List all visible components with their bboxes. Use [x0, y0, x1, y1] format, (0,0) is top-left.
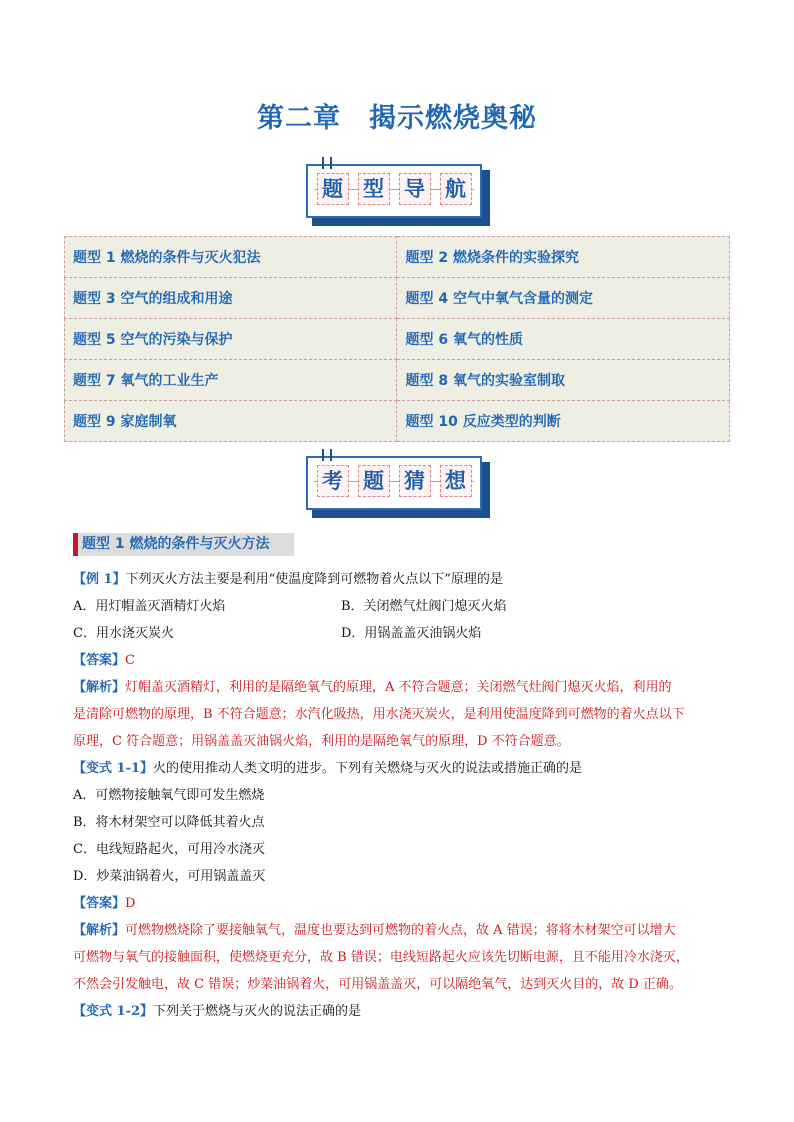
banner-nav: [306, 155, 486, 220]
nav-link-type-8[interactable]: 题型 8 氧气的实验室制取: [397, 360, 730, 401]
table-row: [65, 360, 730, 401]
example-question: [73, 566, 733, 593]
analysis-line: 是清除可燃物的原理，B 不符合题意；水汽化吸热，用水浇灭炭火，是利用使温度降到可燃物的着火点以下: [73, 707, 685, 722]
analysis-line: 可燃物与氧气的接触面积，使燃烧更充分，故 B 错误；电线短路起火应该先切断电源，且不能用冷水浇灭，: [73, 950, 689, 965]
banner-char: 导: [399, 173, 431, 205]
question-type-nav-table: [64, 236, 730, 442]
question-text: 下列关于燃烧与灭火的说法正确的是: [153, 1004, 362, 1019]
banner-char: 想: [440, 465, 472, 497]
analysis-line: [73, 674, 733, 701]
example-tag: 【例 1】: [73, 572, 126, 587]
banner-char: 考: [317, 465, 349, 497]
nav-link-type-10[interactable]: 题型 10 反应类型的判断: [397, 401, 730, 442]
variant-tag: 【变式 1-1】: [73, 761, 154, 776]
analysis-text: 可燃物燃烧除了要接触氧气，温度也要达到可燃物的着火点，故 A 错误；将将木材架空可以增大: [125, 923, 676, 938]
page-title: 第二章 揭示燃烧奥秘: [257, 103, 537, 134]
answer-tag: 【答案】: [73, 653, 126, 668]
binder-rings-icon: ❙❙: [318, 155, 335, 169]
answer-line: [73, 890, 733, 917]
answer-value: C: [125, 653, 135, 668]
answer-tag: 【答案】: [73, 896, 126, 911]
option-d: D．用锅盖盖灭油锅火焰: [341, 626, 482, 641]
banner-guess: [306, 447, 486, 512]
variant-tag: 【变式 1-2】: [73, 1004, 154, 1019]
question-text: 下列灭火方法主要是利用“使温度降到可燃物着火点以下”原理的是: [125, 572, 503, 587]
table-row: [65, 401, 730, 442]
variant-question: [73, 998, 733, 1025]
nav-link-type-6[interactable]: 题型 6 氧气的性质: [397, 319, 730, 360]
analysis-line: 不然会引发触电，故 C 错误；炒菜油锅着火，可用锅盖盖灭，可以隔绝氧气，达到灭火目的，故 D 正确。: [73, 977, 682, 992]
nav-link-type-7[interactable]: 题型 7 氧气的工业生产: [65, 360, 397, 401]
question-text: 火的使用推动人类文明的进步。下列有关燃烧与灭火的说法或措施正确的是: [153, 761, 583, 776]
nav-link-type-5[interactable]: 题型 5 空气的污染与保护: [65, 319, 397, 360]
option-a: A．用灯帽盖灭酒精灯火焰: [73, 599, 226, 614]
analysis-tag: 【解析】: [73, 923, 126, 938]
analysis-line: [73, 917, 733, 944]
answer-line: [73, 647, 733, 674]
binder-rings-icon: ❙❙: [318, 447, 335, 461]
analysis-line: 原理，C 符合题意；用锅盖盖灭油锅火焰，利用的是隔绝氧气的原理，D 不符合题意。: [73, 734, 570, 749]
nav-link-type-4[interactable]: 题型 4 空气中氧气含量的测定: [397, 278, 730, 319]
options-row: [73, 593, 733, 620]
section-heading: 题型 1 燃烧的条件与灭火方法: [73, 533, 294, 556]
nav-link-type-2[interactable]: 题型 2 燃烧条件的实验探究: [397, 237, 730, 278]
table-row: [65, 319, 730, 360]
banner-char: 题: [358, 465, 390, 497]
answer-value: D: [125, 896, 136, 911]
variant-question: [73, 755, 733, 782]
nav-link-type-3[interactable]: 题型 3 空气的组成和用途: [65, 278, 397, 319]
option-b: B．关闭燃气灶阀门熄灭火焰: [341, 599, 507, 614]
table-row: [65, 237, 730, 278]
option-c: C．电线短路起火，可用冷水浇灭: [73, 842, 265, 857]
banner-char: 型: [358, 173, 390, 205]
options-row: [73, 620, 733, 647]
option-a: A．可燃物接触氧气即可发生燃烧: [73, 788, 265, 803]
option-d: D．炒菜油锅着火，可用锅盖盖灭: [73, 869, 266, 884]
option-c: C．用水浇灭炭火: [73, 626, 174, 641]
banner-char: 航: [440, 173, 472, 205]
nav-link-type-1[interactable]: 题型 1 燃烧的条件与灭火犯法: [65, 237, 397, 278]
analysis-tag: 【解析】: [73, 680, 126, 695]
table-row: [65, 278, 730, 319]
option-b: B．将木材架空可以降低其着火点: [73, 815, 265, 830]
question-content: [73, 566, 733, 1025]
analysis-text: 灯帽盖灭酒精灯，利用的是隔绝氧气的原理，A 不符合题意；关闭燃气灶阀门熄灭火焰，利用的: [125, 680, 672, 695]
banner-char: 猜: [399, 465, 431, 497]
nav-link-type-9[interactable]: 题型 9 家庭制氧: [65, 401, 397, 442]
banner-char: 题: [317, 173, 349, 205]
